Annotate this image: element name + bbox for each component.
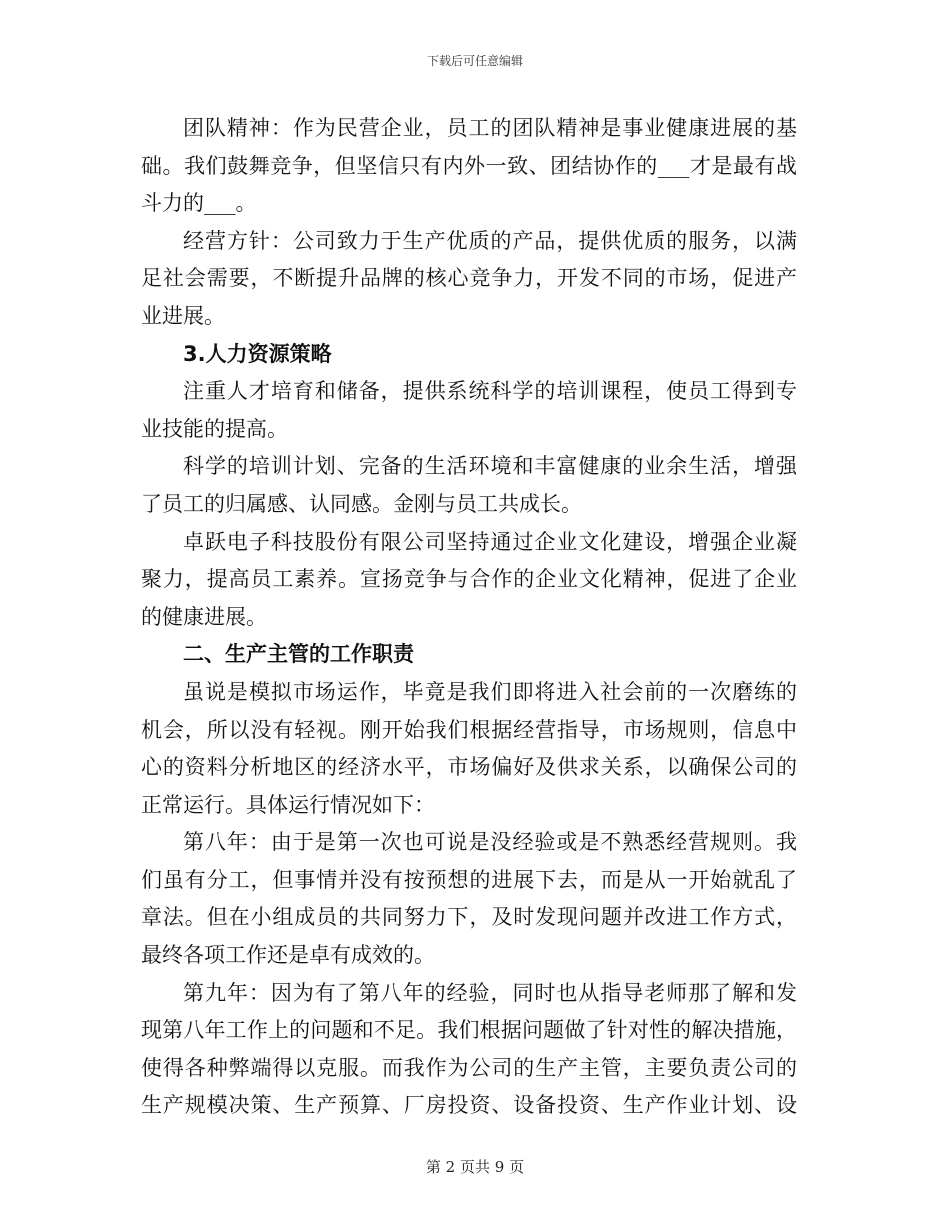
text-line: 的健康进展。 [141,604,267,629]
text-line: 们虽有分工，但事情并没有按预想的进展下去，而是从一开始就乱了 [141,867,797,892]
text-line: 第八年：由于是第一次也可说是没经验或是不熟悉经营规则。我 [183,830,797,855]
document-body [141,110,797,1125]
text-line: 业技能的提高。 [141,416,288,441]
page-header: 下载后可任意编辑 [426,54,523,68]
text-line: 卓跃电子科技股份有限公司坚持通过企业文化建设，增强企业凝 [183,529,797,554]
text-line: 使得各种弊端得以克服。而我作为公司的生产主管，主要负责公司的 [141,1055,797,1080]
text-line: 业进展。 [141,303,225,328]
text-line: 础。我们鼓舞竞争，但坚信只有内外一致、团结协作的___才是最有战 [141,153,797,178]
text-line: 虽说是模拟市场运作，毕竟是我们即将进入社会前的一次磨练的 [183,679,797,704]
text-line: 第九年：因为有了第八年的经验，同时也从指导老师那了解和发 [183,980,797,1005]
text-line: 正常运行。具体运行情况如下： [141,792,435,817]
text-line: 足社会需要，不断提升品牌的核心竞争力，开发不同的市场，促进产 [141,266,797,291]
text-line: 聚力，提高员工素养。宣扬竞争与合作的企业文化精神，促进了企业 [141,567,797,592]
text-line: 斗力的___。 [141,191,257,216]
section-heading: 3.人力资源策略 [183,341,332,366]
text-line: 科学的培训计划、完备的生活环境和丰富健康的业余生活，增强 [183,454,797,479]
text-line: 了员工的归属感、认同感。金刚与员工共成长。 [141,491,582,516]
text-line: 心的资料分析地区的经济水平，市场偏好及供求关系，以确保公司的 [141,755,797,780]
text-line: 现第八年工作上的问题和不足。我们根据问题做了针对性的解决措施， [141,1018,797,1043]
page-number: 第 2 页共 9 页 [425,1158,525,1176]
text-line: 机会，所以没有轻视。刚开始我们根据经营指导，市场规则，信息中 [141,717,797,742]
text-line: 注重人才培育和储备，提供系统科学的培训课程，使员工得到专 [183,379,797,404]
text-line: 最终各项工作还是卓有成效的。 [141,943,435,968]
section-heading: 二、生产主管的工作职责 [183,642,414,667]
text-line: 生产规模决策、生产预算、厂房投资、设备投资、生产作业计划、设 [141,1093,797,1118]
text-line: 经营方针：公司致力于生产优质的产品，提供优质的服务，以满 [183,228,797,253]
text-line: 章法。但在小组成员的共同努力下，及时发现问题并改进工作方式， [141,905,797,930]
text-line: 团队精神：作为民营企业，员工的团队精神是事业健康进展的基 [183,116,797,140]
